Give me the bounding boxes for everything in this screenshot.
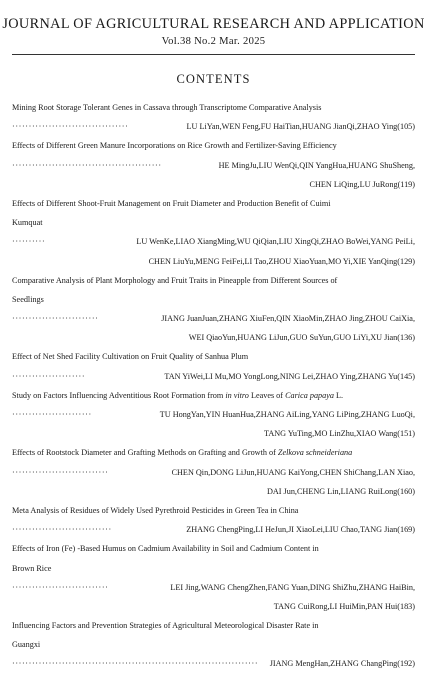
entry-authors: JIANG MengHan,ZHANG ChangPing(192) <box>269 659 415 669</box>
dot-leader: ·························· <box>12 314 99 324</box>
entry-authors: CHEN Qin,DONG LiJun,HUANG KaiYong,CHEN ShiChang,LAN Xiao, <box>171 467 415 477</box>
contents-entry[interactable] <box>12 271 415 348</box>
contents-entry[interactable] <box>12 539 415 616</box>
contents-entry[interactable] <box>12 136 415 194</box>
title-text: Leaves of <box>248 390 286 400</box>
entry-authors: LEI Jing,WANG ChengZhen,FANG Yuan,DING ShiZhu,ZHANG HaiBin, <box>170 582 415 592</box>
title-text: L. <box>333 390 344 400</box>
contents-heading: CONTENTS <box>176 72 251 86</box>
title-species-name: Zelkova schneideriana <box>277 448 353 458</box>
entry-authors-continued: DAI Jun,CHENG Lin,LIANG RuiLong(160) <box>266 486 415 496</box>
entry-title: Influencing Factors and Prevention Strategies of Agricultural Meteorological Disaster Rate in <box>12 621 319 631</box>
dot-leader: ······························ <box>12 525 112 535</box>
contents-list <box>12 98 415 674</box>
issue-line: Vol.38 No.2 Mar. 2025 <box>161 36 266 47</box>
entry-title-continued: Kumquat <box>12 218 43 228</box>
entry-authors: LU LiYan,WEN Feng,FU HaiTian,HUANG JianQi,ZHAO Ying(105) <box>186 122 415 132</box>
journal-title: JOURNAL OF AGRICULTURAL RESEARCH AND APPLICATION <box>2 16 425 32</box>
entry-title <box>12 386 415 405</box>
dot-leader: ····························· <box>12 582 109 592</box>
contents-entry[interactable] <box>12 501 415 539</box>
entry-authors: LU WenKe,LIAO XiangMing,WU QiQian,LIU XingQi,ZHAO BoWei,YANG PeiLi, <box>136 237 415 247</box>
entry-title: Effects of Iron (Fe) -Based Humus on Cadmium Availability in Soil and Cadmium Content in <box>12 544 319 554</box>
entry-authors-continued: CHEN LiQing,LU JuRong(119) <box>309 179 415 189</box>
entry-title: Effect of Net Shed Facility Cultivation on Fruit Quality of Sanhua Plum <box>12 352 249 362</box>
contents-entry[interactable] <box>12 347 415 385</box>
title-species-name: Carica papaya <box>285 390 334 400</box>
entry-title: Mining Root Storage Tolerant Genes in Cassava through Transcriptome Comparative Analysis <box>12 103 322 112</box>
entry-authors-continued: CHEN LiuYu,MENG FeiFei,LI Tao,ZHOU XiaoYuan,MO Yi,XIE YanQing(129) <box>148 256 415 266</box>
dot-leader: ······················ <box>12 371 86 381</box>
entry-authors: ZHANG ChengPing,LI HeJun,JI XiaoLei,LIU Chao,TANG Jian(169) <box>186 525 415 535</box>
contents-entry[interactable] <box>12 98 415 136</box>
entry-title-continued: Seedlings <box>12 294 44 304</box>
contents-entry[interactable] <box>12 443 415 501</box>
contents-entry[interactable] <box>12 194 415 271</box>
dot-leader: ····························· <box>12 467 109 477</box>
title-italic-text: in vitro <box>225 390 249 400</box>
entry-title <box>12 443 415 462</box>
title-text: Study on Factors Influencing Adventitious Root Formation from <box>12 390 226 400</box>
entry-title-continued: Guangxi <box>12 640 41 650</box>
entry-authors: TU HongYan,YIN HuanHua,ZHANG AiLing,YANG LiPing,ZHANG LuoQi, <box>159 410 415 419</box>
entry-authors: TAN YiWei,LI Mu,MO YongLong,NING Lei,ZHAO Ying,ZHANG Yu(145) <box>164 371 415 381</box>
entry-title: Meta Analysis of Residues of Widely Used Pyrethroid Pesticides in Green Tea in China <box>12 505 299 515</box>
dot-leader: ························ <box>12 410 92 419</box>
contents-entry[interactable] <box>12 616 415 674</box>
entry-authors-continued: TANG YuTing,MO LinZhu,XIAO Wang(151) <box>264 429 415 439</box>
entry-authors-continued: WEI QiaoYun,HUANG LiJun,GUO SuYun,GUO LiYi,XU Jian(136) <box>188 333 415 343</box>
header-divider <box>12 54 415 55</box>
entry-authors: JIANG JuanJuan,ZHANG XiuFen,QIN XiaoMin,ZHAO Jing,ZHOU CaiXia, <box>161 314 415 324</box>
entry-title-continued: Brown Rice <box>12 563 52 573</box>
dot-leader: ············································· <box>12 160 162 170</box>
dot-leader: ·········· <box>12 237 46 247</box>
title-text: Effects of Rootstock Diameter and Grafting Methods on Grafting and Growth of <box>12 448 278 458</box>
entry-title: Effects of Different Shoot-Fruit Management on Fruit Diameter and Production Benefit of Cuimi <box>12 198 331 208</box>
entry-authors-continued: TANG CuiRong,LI HuiMin,PAN Hui(183) <box>273 601 415 611</box>
contents-entry[interactable] <box>12 386 415 444</box>
dot-leader: ··································· <box>12 122 129 132</box>
dot-leader: ·········································································· <box>12 659 259 669</box>
entry-authors: HE MingJu,LIU WenQi,QIN YangHua,HUANG ShuSheng, <box>218 160 415 170</box>
entry-title: Effects of Different Green Manure Incorporations on Rice Growth and Fertilizer-Saving Efficiency <box>12 141 337 151</box>
entry-title: Comparative Analysis of Plant Morphology and Fruit Traits in Pineapple from Different Sources of <box>12 275 338 285</box>
